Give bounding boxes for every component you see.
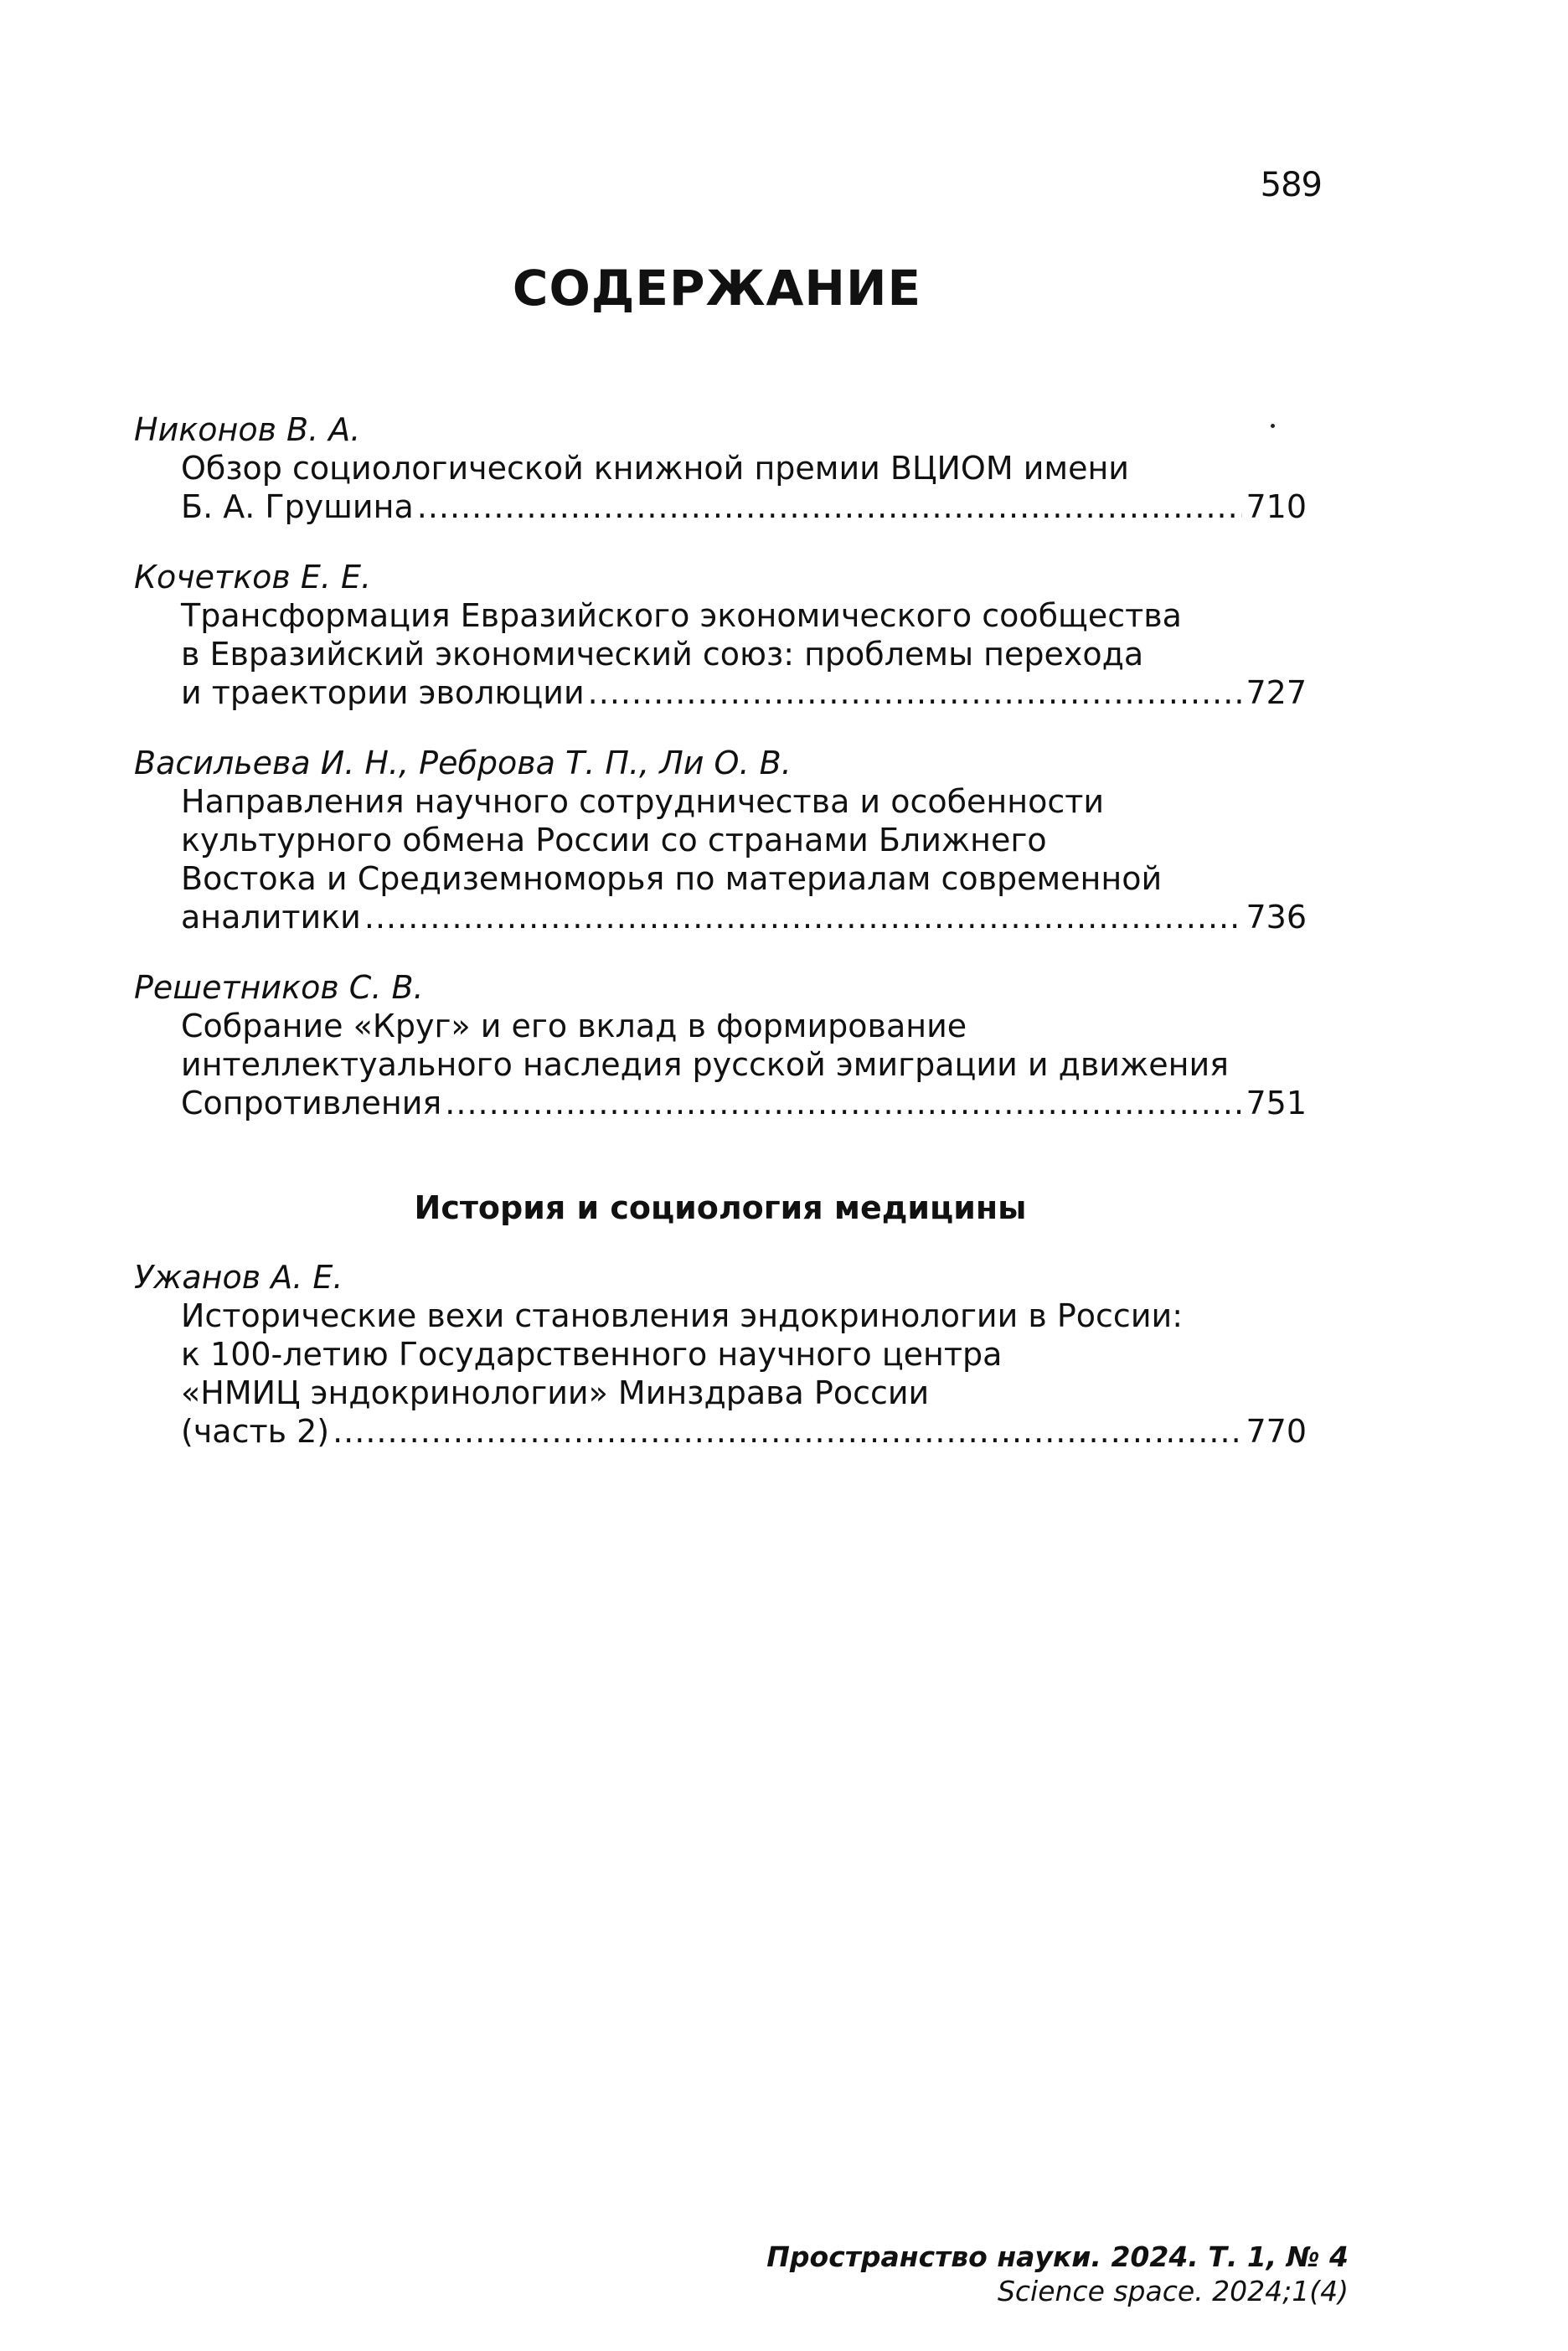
- toc-entry-page[interactable]: 727: [1246, 674, 1307, 711]
- toc-entry-authors: Кочетков Е. Е.: [134, 559, 372, 595]
- toc-entry-last-line: [134, 487, 1307, 526]
- toc-entry-title-line: Направления научного сотрудничества и особенности: [181, 783, 1105, 820]
- page-number: 589: [1260, 166, 1322, 204]
- toc-entry[interactable]: [134, 968, 1307, 1122]
- toc-entry-title-end: (часть 2): [181, 1413, 330, 1450]
- toc-entry-title-end: и траектории эволюции: [181, 674, 585, 711]
- toc-entry-title-line: культурного обмена России со странами Ближнего: [181, 822, 1047, 858]
- dot-leader: [417, 487, 1243, 526]
- toc-entry-title-line: «НМИЦ эндокринологии» Минздрава России: [181, 1374, 930, 1411]
- toc-entry-title-end: Сопротивления: [181, 1085, 442, 1121]
- toc-entry[interactable]: [134, 558, 1307, 712]
- toc-entry-title-line: Собрание «Круг» и его вклад в формирование: [181, 1008, 967, 1044]
- toc-entry-authors: Ужанов А. Е.: [134, 1259, 343, 1296]
- toc-entry[interactable]: [134, 410, 1307, 526]
- toc-entry-last-line: [134, 898, 1307, 936]
- toc-entry-authors: Никонов В. А.: [134, 411, 361, 448]
- dot-leader: [445, 1084, 1242, 1122]
- toc-entry-authors: Решетников С. В.: [134, 969, 424, 1006]
- toc-entry-last-line: [134, 1412, 1307, 1451]
- toc-entry-title-line: Трансформация Евразийского экономического сообщества: [181, 597, 1182, 634]
- toc-entry-last-line: [134, 673, 1307, 712]
- table-of-contents: [134, 410, 1307, 1451]
- section-heading: История и социология медицины: [414, 1189, 1027, 1226]
- journal-citation-en: Science space. 2024;1(4): [997, 2275, 1349, 2307]
- toc-entry-title-end: Б. А. Грушина: [181, 488, 414, 525]
- toc-entry-page[interactable]: 710: [1246, 488, 1307, 525]
- toc-entry-title-line: Обзор социологической книжной премии ВЦИОМ имени: [181, 450, 1129, 487]
- toc-entry-title-line: к 100-летию Государственного научного центра: [181, 1336, 1003, 1373]
- dot-leader: [364, 898, 1243, 936]
- toc-entry-title-line: Исторические вехи становления эндокринологии в России:: [181, 1297, 1184, 1334]
- toc-entry-title-line: в Евразийский экономический союз: проблемы перехода: [181, 636, 1144, 673]
- toc-entry-authors: Васильева И. Н., Реброва Т. П., Ли О. В.: [134, 745, 792, 781]
- contents-title: СОДЕРЖАНИЕ: [512, 260, 922, 317]
- toc-entry[interactable]: [134, 744, 1307, 936]
- toc-entry-page[interactable]: 751: [1246, 1085, 1307, 1121]
- journal-footer: [766, 2240, 1349, 2308]
- toc-entry-page[interactable]: 736: [1246, 899, 1307, 936]
- journal-citation-ru: Пространство науки. 2024. Т. 1, № 4: [766, 2240, 1349, 2273]
- toc-entry-title-line: интеллектуального наследия русской эмиграции и движения: [181, 1046, 1229, 1083]
- dot-leader: [333, 1412, 1242, 1451]
- toc-entry-title-line: Востока и Средиземноморья по материалам современной: [181, 860, 1163, 897]
- toc-entry[interactable]: [134, 1258, 1307, 1451]
- toc-entry-last-line: [134, 1084, 1307, 1122]
- toc-entry-title-end: аналитики: [181, 899, 361, 936]
- toc-entry-page[interactable]: 770: [1246, 1413, 1307, 1450]
- dot-leader: [588, 673, 1243, 712]
